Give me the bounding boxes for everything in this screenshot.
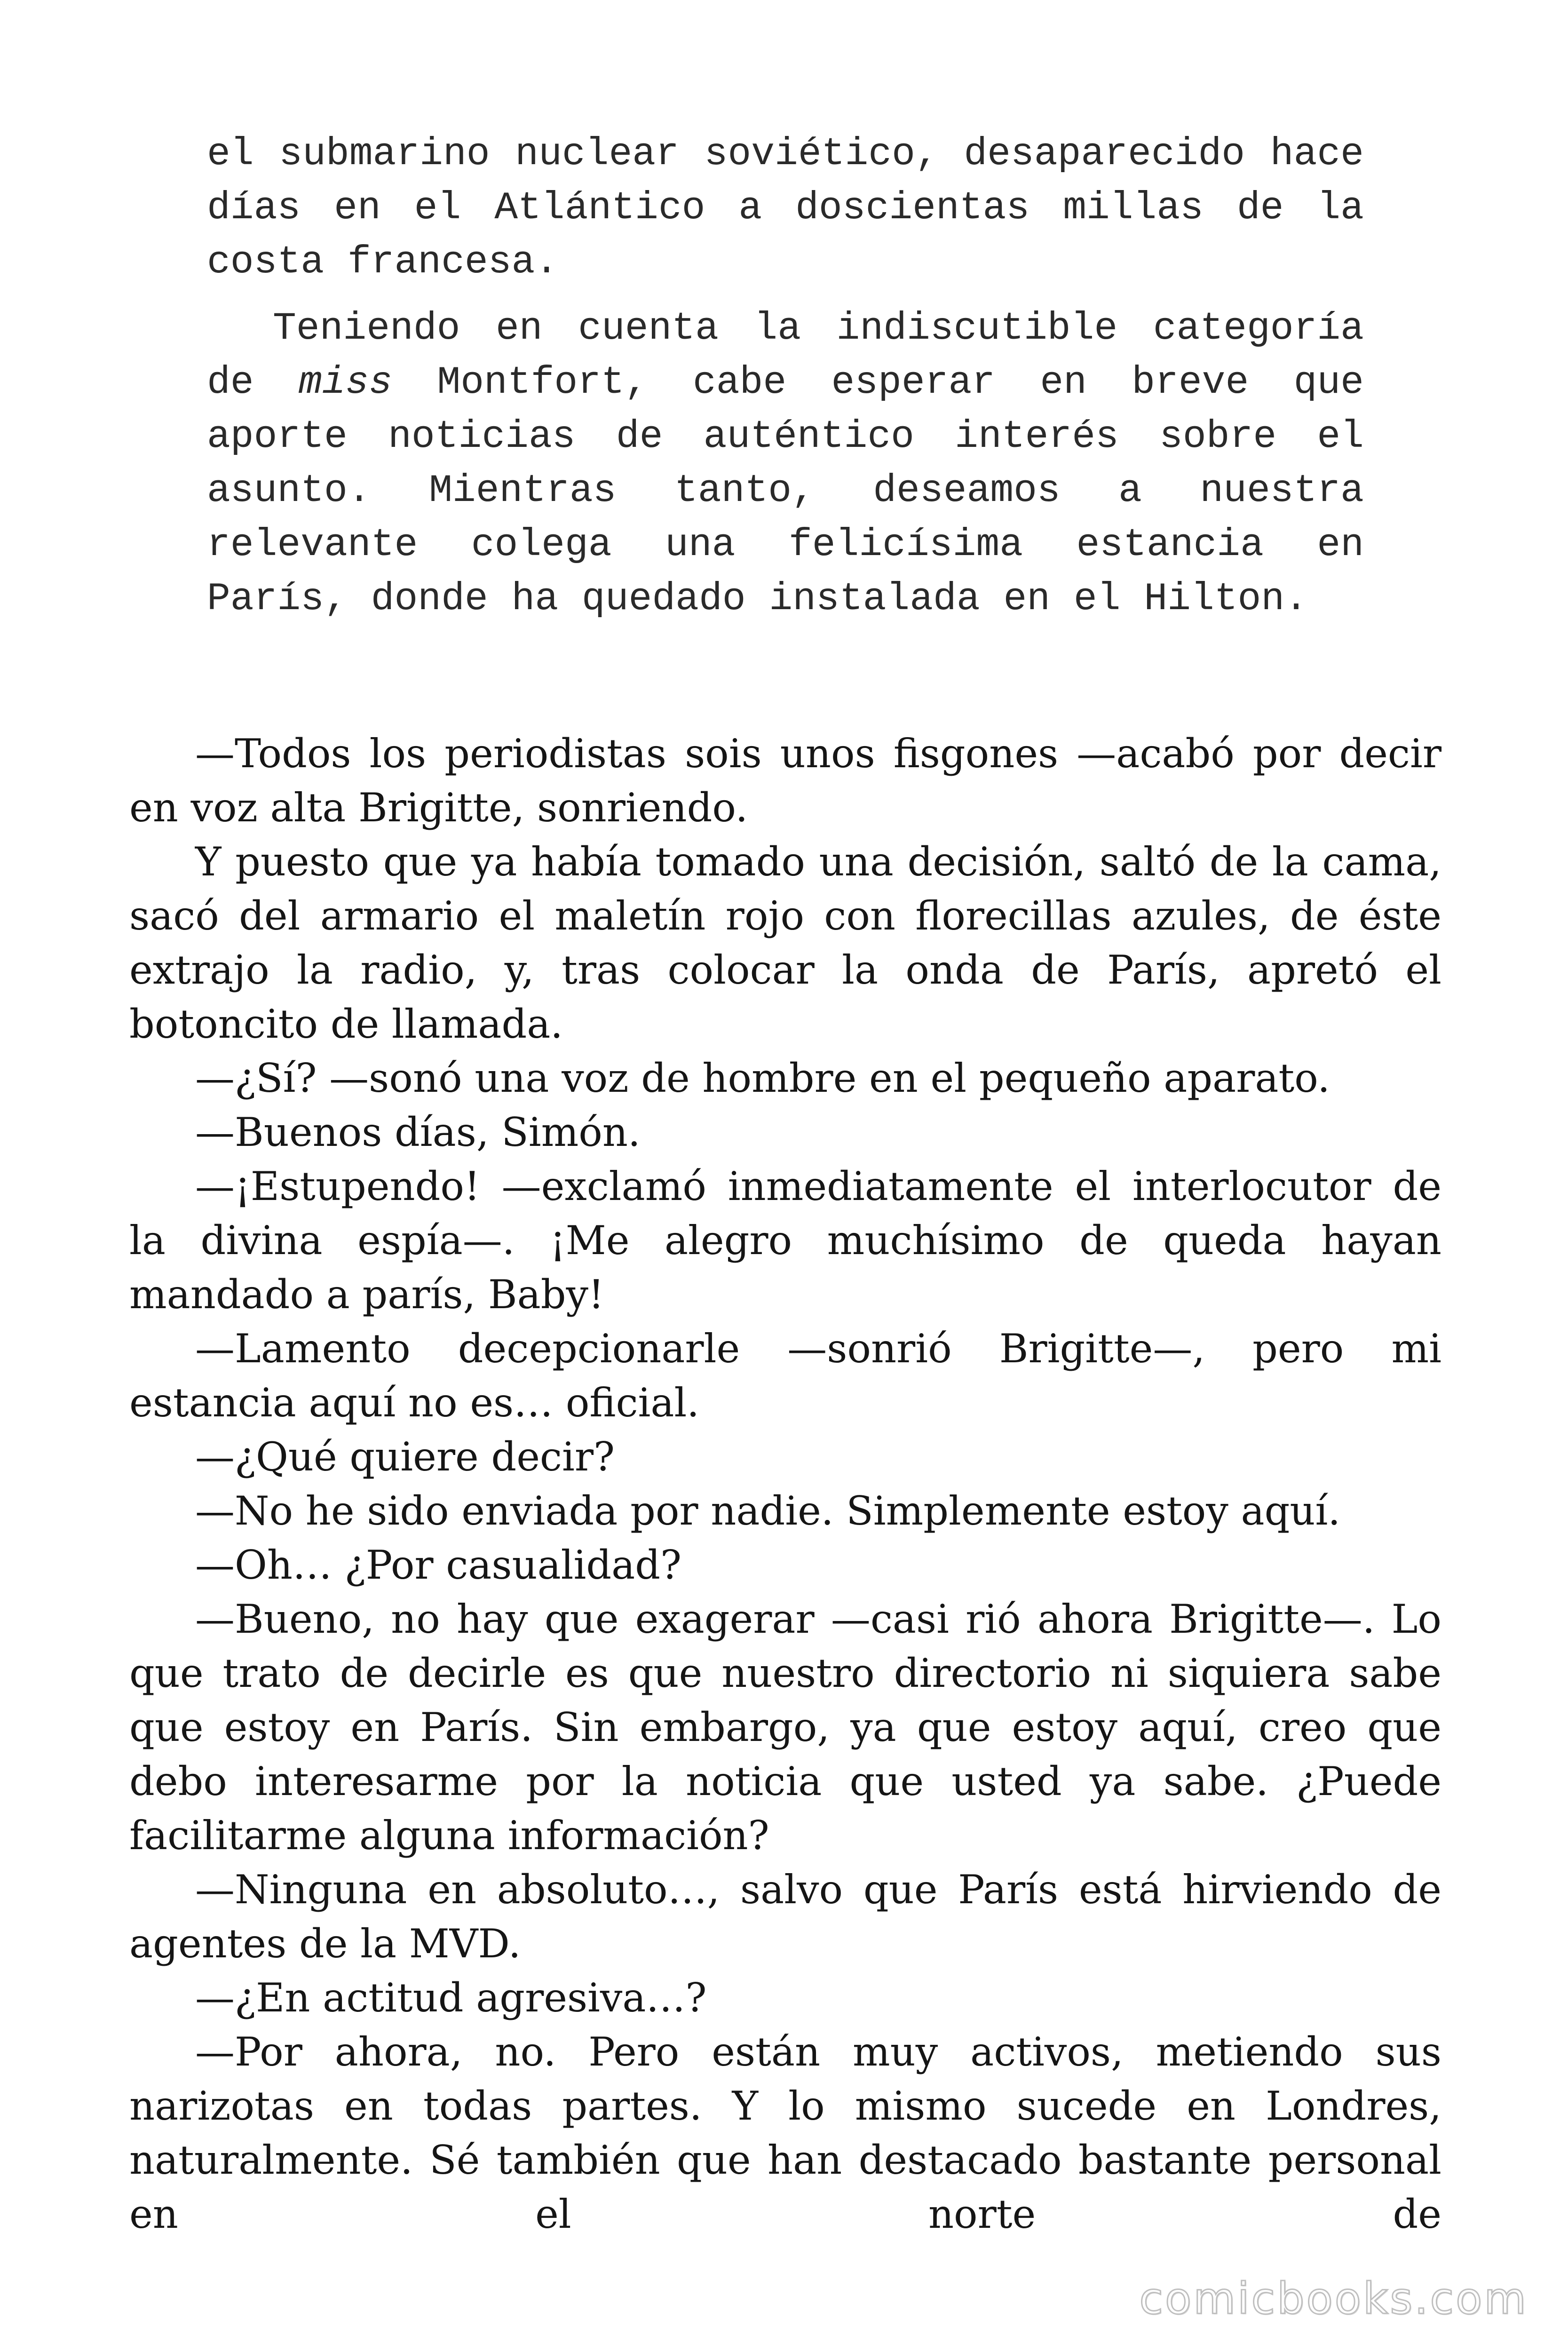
excerpt-paragraph-1: el submarino nuclear soviético, desaparecido hace días en el Atlántico a doscientas millas de la costa francesa.	[207, 132, 1364, 284]
paragraph: —¿Qué quiere decir?	[195, 1434, 615, 1480]
body-text	[129, 727, 1441, 2241]
paragraph: —¿En actitud agresiva…?	[195, 1975, 707, 2021]
paragraph-continues: —Por ahora, no. Pero están muy activos, metiendo sus narizotas en todas partes. Y lo mismo sucede en Londres, naturalmente. Sé también que han destacado bastante personal en el norte de	[129, 2029, 1441, 2237]
excerpt-paragraph-2	[207, 302, 1364, 626]
paragraph: —¿Sí? —sonó una voz de hombre en el pequeño aparato.	[195, 1055, 1330, 1101]
paragraph: —Todos los periodistas sois unos fisgones —acabó por decir en voz alta Brigitte, sonriendo.	[129, 731, 1441, 831]
paragraph: —Buenos días, Simón.	[195, 1109, 641, 1155]
paragraph: —Lamento decepcionarle —sonrió Brigitte—, pero mi estancia aquí no es… oficial.	[129, 1326, 1441, 1426]
excerpt-text-before-italic: Teniendo en cuenta la indiscutible categoría de	[207, 306, 1364, 405]
paragraph: —Ninguna en absoluto…, salvo que París está hirviendo de agentes de la MVD.	[129, 1867, 1441, 1967]
site-watermark: comicbooks.com	[1139, 2273, 1528, 2324]
excerpt-italic-word: miss	[298, 360, 393, 405]
newspaper-excerpt	[207, 127, 1364, 626]
excerpt-text-after-italic: Montfort, cabe esperar en breve que aporte noticias de auténtico interés sobre el asunto. Mientras tanto, deseamos a nuestra relevante colega una felicísima estancia en París, donde ha quedado instalada en el Hilton.	[207, 360, 1364, 621]
paragraph: —Bueno, no hay que exagerar —casi rió ahora Brigitte—. Lo que trato de decirle es que nuestro directorio ni siquiera sabe que estoy en París. Sin embargo, ya que estoy aquí, creo que debo interesarme por la noticia que usted ya sabe. ¿Puede facilitarme alguna información?	[129, 1596, 1441, 1859]
paragraph: Y puesto que ya había tomado una decisión, saltó de la cama, sacó del armario el maletín rojo con florecillas azules, de éste extrajo la radio, y, tras colocar la onda de París, apretó el botoncito de llamada.	[129, 839, 1441, 1047]
paragraph: —Oh… ¿Por casualidad?	[195, 1542, 682, 1588]
paragraph: —No he sido enviada por nadie. Simplemente estoy aquí.	[195, 1488, 1341, 1534]
paragraph: —¡Estupendo! —exclamó inmediatamente el interlocutor de la divina espía—. ¡Me alegro muchísimo de queda hayan mandado a parís, Baby!	[129, 1163, 1441, 1318]
